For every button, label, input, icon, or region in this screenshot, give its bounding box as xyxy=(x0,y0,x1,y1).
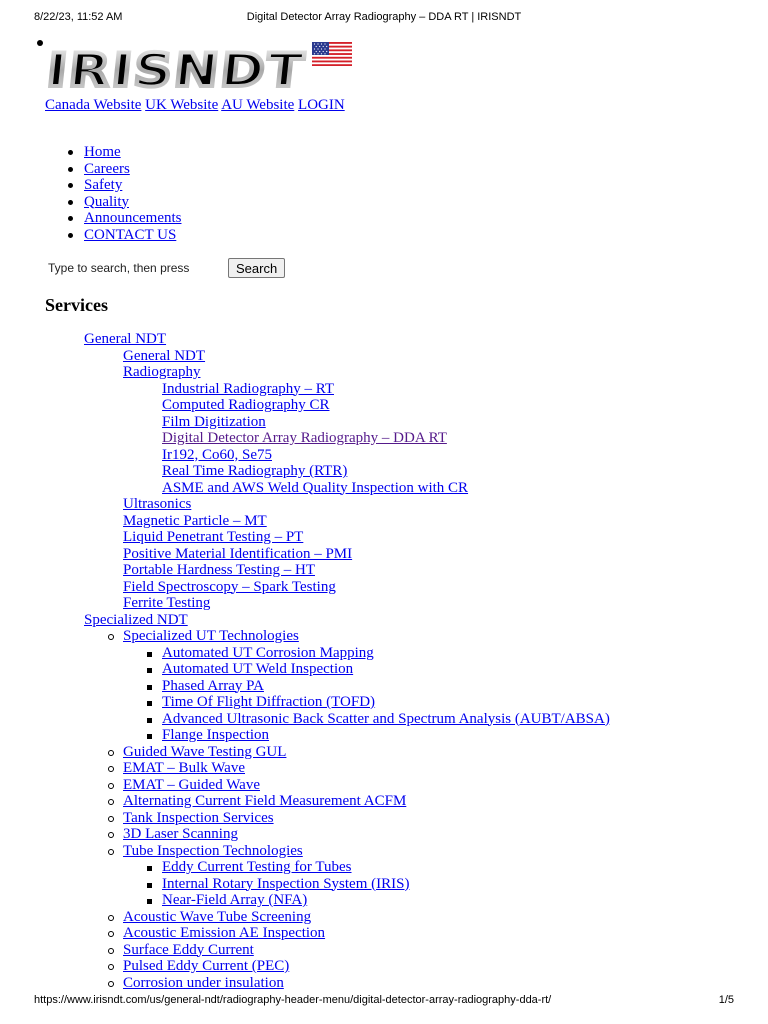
services-menu-item xyxy=(0,628,299,645)
services-menu-link[interactable]: Film Digitization xyxy=(162,413,266,430)
services-menu-link[interactable]: Pulsed Eddy Current (PEC) xyxy=(123,958,290,974)
print-footer xyxy=(0,994,768,1010)
services-menu-item xyxy=(0,579,336,596)
services-menu-item xyxy=(0,430,447,447)
nav-item-safety xyxy=(84,177,181,194)
services-menu-link[interactable]: Advanced Ultrasonic Back Scatter and Spectrum Analysis (AUBT/ABSA) xyxy=(162,710,610,727)
services-menu-item xyxy=(0,810,274,827)
services-menu-item xyxy=(0,348,205,365)
services-menu-link[interactable]: Tube Inspection Technologies xyxy=(123,842,303,859)
nav-link-home[interactable]: Home xyxy=(84,144,121,160)
search-form xyxy=(44,258,285,278)
services-menu-link[interactable]: Internal Rotary Inspection System (IRIS) xyxy=(162,875,410,892)
services-menu-link[interactable]: Alternating Current Field Measurement ACFM xyxy=(123,793,407,809)
services-menu-item xyxy=(0,876,409,893)
nav-item-quality xyxy=(84,194,181,211)
services-menu-item xyxy=(0,727,269,744)
services-menu-link[interactable]: Computed Radiography CR xyxy=(162,397,330,413)
services-menu-item xyxy=(0,331,166,348)
services-menu-link[interactable]: Automated UT Weld Inspection xyxy=(162,661,354,677)
services-menu-link[interactable]: Liquid Penetrant Testing – PT xyxy=(123,529,304,545)
canada-website-link[interactable]: Canada Website xyxy=(45,97,142,113)
nav-item-announcements xyxy=(84,210,181,227)
services-menu-link[interactable]: Automated UT Corrosion Mapping xyxy=(162,644,374,661)
services-menu-link[interactable]: Positive Material Identification – PMI xyxy=(123,545,353,562)
logo-wordmark: IRISNDT xyxy=(44,44,275,96)
services-menu-link[interactable]: Magnetic Particle – MT xyxy=(123,512,267,529)
services-menu-link[interactable]: Field Spectroscopy – Spark Testing xyxy=(123,578,336,595)
irisndt-logo-icon xyxy=(40,44,312,96)
us-flag-icon[interactable] xyxy=(312,42,352,66)
services-menu-link[interactable]: Guided Wave Testing GUL xyxy=(123,743,287,760)
services-menu-item xyxy=(0,826,238,843)
services-menu-item xyxy=(0,645,374,662)
services-menu-item xyxy=(0,397,330,414)
services-menu-item xyxy=(0,958,289,975)
services-menu-item xyxy=(0,843,303,860)
services-menu-link[interactable]: Tank Inspection Services xyxy=(123,809,274,826)
services-menu-item xyxy=(0,760,245,777)
services-menu-item xyxy=(0,711,610,728)
services-menu-link[interactable]: Acoustic Emission AE Inspection xyxy=(123,925,326,941)
services-menu-item xyxy=(0,364,200,381)
services-menu-link[interactable]: Eddy Current Testing for Tubes xyxy=(162,859,352,875)
nav-item-home xyxy=(84,144,181,161)
au-website-link[interactable]: AU Website xyxy=(221,97,295,113)
services-menu-item xyxy=(0,562,315,579)
services-menu-item xyxy=(0,496,191,513)
services-menu-item xyxy=(0,925,325,942)
services-menu-link[interactable]: 3D Laser Scanning xyxy=(123,826,238,842)
services-menu-item xyxy=(0,744,286,761)
services-menu-item xyxy=(0,694,375,711)
services-menu-item xyxy=(0,661,353,678)
irisndt-logo[interactable] xyxy=(40,44,312,96)
services-menu-item xyxy=(0,529,303,546)
services-menu-item xyxy=(0,942,254,959)
services-menu-item xyxy=(0,414,266,431)
nav-link-announcements[interactable]: Announcements xyxy=(84,210,182,226)
services-menu-link[interactable]: Flange Inspection xyxy=(162,727,270,743)
services-menu-item xyxy=(0,480,468,497)
nav-link-safety[interactable]: Safety xyxy=(84,177,123,193)
services-menu-item xyxy=(0,546,352,563)
services-menu-item xyxy=(0,612,188,629)
services-menu-link[interactable]: Ultrasonics xyxy=(123,496,192,512)
print-datetime: 8/22/23, 11:52 AM xyxy=(34,11,123,23)
services-menu-item xyxy=(0,859,352,876)
print-page-number: 1/5 xyxy=(718,994,734,1006)
print-url: https://www.irisndt.com/us/general-ndt/radiography-header-menu/digital-detector-array-radiography-dda-rt/ xyxy=(34,994,552,1006)
services-menu-link[interactable]: Specialized UT Technologies xyxy=(123,628,299,644)
services-menu-item xyxy=(0,793,406,810)
services-menu-item xyxy=(0,909,311,926)
services-menu-link[interactable]: EMAT – Guided Wave xyxy=(123,776,260,793)
services-menu-link[interactable]: Specialized NDT xyxy=(84,611,188,628)
services-menu-item xyxy=(0,975,284,992)
nav-link-quality[interactable]: Quality xyxy=(84,193,129,210)
services-menu-link[interactable]: Digital Detector Array Radiography – DDA RT xyxy=(162,430,447,446)
services-menu-link[interactable]: Corrosion under insulation xyxy=(123,974,284,991)
services-menu-link[interactable]: Near-Field Array (NFA) xyxy=(162,892,308,908)
services-heading: Services xyxy=(45,295,108,315)
services-menu-item xyxy=(0,381,334,398)
services-menu-item xyxy=(0,447,272,464)
print-header xyxy=(0,11,768,27)
services-menu-link[interactable]: Ferrite Testing xyxy=(123,595,211,611)
services-menu-link[interactable]: ASME and AWS Weld Quality Inspection with CR xyxy=(162,479,469,496)
services-menu-item xyxy=(0,678,264,695)
services-menu-link[interactable]: Real Time Radiography (RTR) xyxy=(162,463,348,479)
services-menu-link[interactable]: General NDT xyxy=(123,347,206,364)
services-menu-item xyxy=(0,777,260,794)
services-menu-link[interactable]: Ir192, Co60, Se75 xyxy=(162,446,272,463)
login-link[interactable]: LOGIN xyxy=(298,97,345,113)
nav-link-contact-us[interactable]: CONTACT US xyxy=(84,226,177,243)
services-menu-link[interactable]: EMAT – Bulk Wave xyxy=(123,760,245,776)
services-menu-link[interactable]: Phased Array PA xyxy=(162,677,264,694)
services-menu-link[interactable]: Acoustic Wave Tube Screening xyxy=(123,908,312,925)
services-menu-link[interactable]: Portable Hardness Testing – HT xyxy=(123,562,315,578)
print-page-title: Digital Detector Array Radiography – DDA RT | IRISNDT xyxy=(246,11,522,23)
search-button[interactable]: Search xyxy=(228,258,285,278)
services-menu-link[interactable]: General NDT xyxy=(84,331,167,347)
main-nav xyxy=(84,144,181,243)
search-input[interactable] xyxy=(44,259,220,277)
services-menu-item xyxy=(0,892,307,909)
services-menu-link[interactable]: Surface Eddy Current xyxy=(123,941,254,958)
services-menu-item xyxy=(0,463,347,480)
services-menu-item xyxy=(0,513,267,530)
nav-item-careers xyxy=(84,161,181,178)
nav-item-contact-us xyxy=(84,227,181,244)
nav-link-careers[interactable]: Careers xyxy=(84,160,130,177)
services-menu-item xyxy=(0,595,210,612)
services-menu-link[interactable]: Radiography xyxy=(123,364,201,380)
regional-site-links xyxy=(45,96,345,114)
services-menu-link[interactable]: Time Of Flight Diffraction (TOFD) xyxy=(162,694,376,710)
services-menu-link[interactable]: Industrial Radiography – RT xyxy=(162,380,334,397)
uk-website-link[interactable]: UK Website xyxy=(145,97,219,113)
